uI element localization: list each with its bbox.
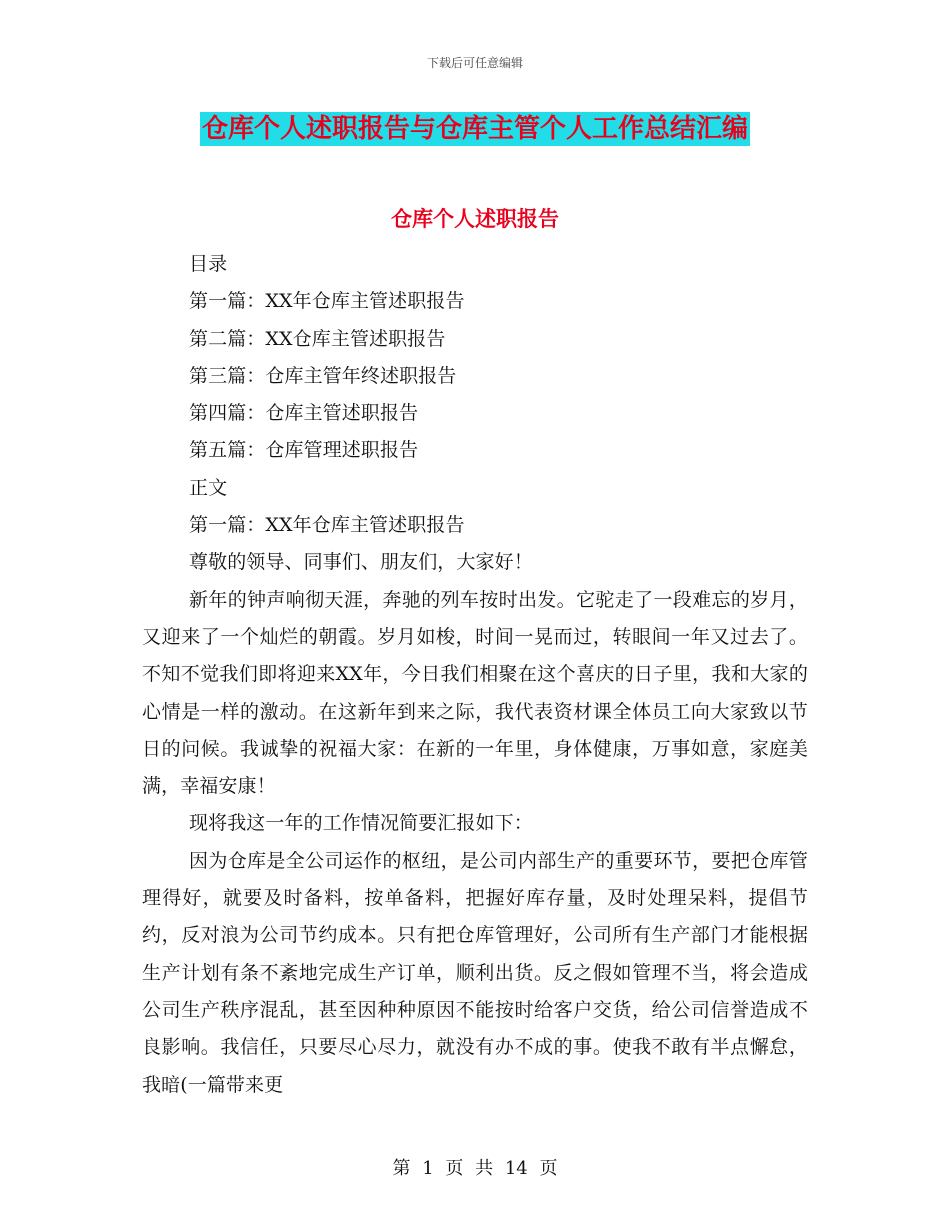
toc-item: 第四篇：仓库主管述职报告 [189, 402, 419, 425]
body-heading: 正文 [189, 476, 228, 499]
document-body [142, 246, 808, 1104]
paragraph: 现将我这一年的工作情况简要汇报如下： [189, 812, 533, 835]
header-note: 下载后可任意编辑 [426, 56, 523, 70]
greeting: 尊敬的领导、同事们、朋友们，大家好！ [189, 551, 533, 574]
toc-item: 第三篇：仓库主管年终述职报告 [189, 364, 457, 387]
toc-heading: 目录 [189, 253, 228, 275]
toc-item: 第五篇：仓库管理述职报告 [189, 439, 419, 462]
paragraph: 因为仓库是全公司运作的枢纽，是公司内部生产的重要环节，要把仓库管理得好，就要及时备料，按单备料，把握好库存量，及时处理呆料，提倡节约，反对浪为公司节约成本。只有把仓库管理好，公司所有生产部门才能根据生产计划有条不紊地完成生产订单，顺利出货。反之假如管理不当，将会造成公司生产秩序混乱，甚至因种种原因不能按时给客户交货，给公司信誉造成不良影响。我信任，只要尽心尽力，就没有办不成的事。使我不敢有半点懈怠，我暗(一篇带来更 [142, 849, 808, 1096]
section-title: 仓库个人述职报告 [391, 207, 559, 231]
document-title [0, 112, 950, 146]
chapter-title: 第一篇：XX年仓库主管述职报告 [189, 514, 465, 537]
paragraph: 新年的钟声响彻天涯，奔驰的列车按时出发。它驼走了一段难忘的岁月，又迎来了一个灿烂的朝霞。岁月如梭，时间一晃而过，转眼间一年又过去了。不知不觉我们即将迎来XX年，今日我们相聚在这个喜庆的日子里，我和大家的心情是一样的激动。在这新年到来之际，我代表资材课全体员工向大家致以节日的问候。我诚挚的祝福大家：在新的一年里，身体健康，万事如意，家庭美满，幸福安康！ [142, 588, 808, 798]
document-title-text: 仓库个人述职报告与仓库主管个人工作总结汇编 [201, 114, 748, 144]
toc-item: 第二篇：XX仓库主管述职报告 [189, 327, 446, 350]
toc-item: 第一篇：XX年仓库主管述职报告 [189, 290, 465, 313]
page-number: 第 1 页 共 14 页 [392, 1158, 558, 1179]
